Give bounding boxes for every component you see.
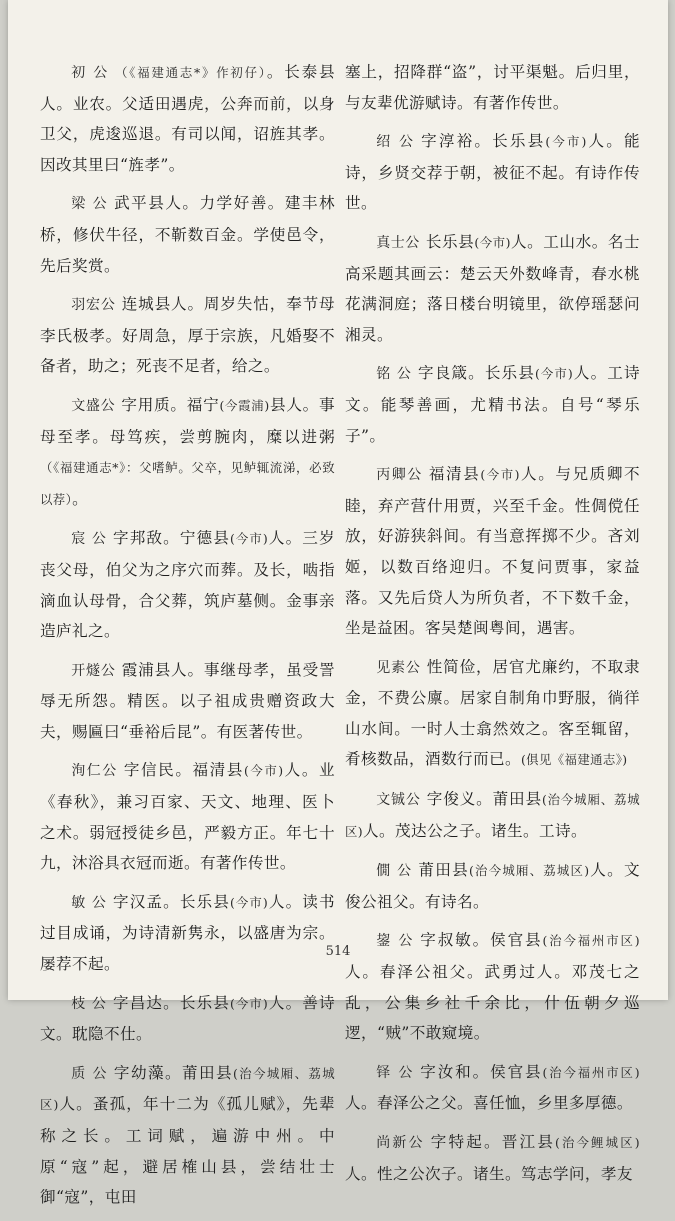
entry-text: 人。与兄质卿不睦，弃产营什用贾，兴至千金。性倜傥任放，好游狭斜间。有当意挥掷不少。吝刘姬，以数百络迎归。不复问贾事，家益落。又先后贷人为所负者，不下数千金，坐是益困。客吴楚闽粤间，遇害。 bbox=[345, 465, 640, 638]
annotation: (今市) bbox=[229, 995, 269, 1011]
annotation: (今市) bbox=[229, 894, 269, 910]
entry-name: 洵仁公 bbox=[71, 763, 118, 780]
annotation: (今市) bbox=[474, 234, 511, 250]
entry-text: 人。茂达公之子。诸生。工诗。 bbox=[363, 821, 587, 840]
entry-name: 梁 公 bbox=[71, 196, 109, 213]
entry-text: 字淳裕。长乐县 bbox=[421, 132, 546, 151]
entry-text: 。 bbox=[72, 489, 89, 508]
entry-name: 见素公 bbox=[376, 659, 421, 676]
biography-entry bbox=[345, 652, 640, 776]
annotation: (今市) bbox=[480, 467, 520, 483]
annotation: (治今鲤城区) bbox=[555, 1135, 641, 1150]
entry-text: 县人。事母至孝。母笃疾，尝剪腕肉，糜以进粥 bbox=[40, 395, 335, 446]
biography-entry bbox=[40, 188, 335, 281]
book-page bbox=[8, 0, 668, 1207]
page-number: 514 bbox=[325, 944, 351, 959]
biography-entry bbox=[40, 887, 335, 980]
entry-text: 人。春泽公祖父。武勇过人。邓茂七之乱，公集乡社千余比，什伍朝夕巡逻，“贼”不敢窥境。 bbox=[345, 963, 640, 1043]
entry-text: 人。春泽公之父。喜任恤，乡里多厚德。 bbox=[345, 1094, 633, 1113]
entry-text: 霞浦县人。事继母孝，虽受詈辱无所怨。精医。以子祖成贵赠资政大夫，赐匾曰“垂裕后昆”。有医著传世。 bbox=[40, 660, 336, 741]
entry-text: 福清县 bbox=[428, 465, 481, 484]
entry-text: 字昌达。长乐县 bbox=[112, 993, 230, 1012]
entry-text: 人。三岁丧父母，伯父为之序穴而葬。及长，啮指滴血认母骨，合父葬，筑庐墓侧。金事亲造庐礼之。 bbox=[40, 529, 335, 641]
biography-entry bbox=[40, 289, 335, 382]
entry-name: 僩 公 bbox=[376, 863, 413, 880]
entry-text: 字汉孟。长乐县 bbox=[112, 892, 230, 911]
entry-name: 敏 公 bbox=[71, 894, 107, 911]
entry-text: 字幼藻。莆田县 bbox=[113, 1063, 234, 1082]
entry-name: 丙卿公 bbox=[376, 467, 423, 484]
entry-text: 字俊义。莆田县 bbox=[426, 790, 542, 809]
annotation: (治今城厢、荔城区) bbox=[345, 792, 640, 839]
annotation: （《福建通志*》作初仔） bbox=[115, 65, 267, 80]
entry-name: 尚新公 bbox=[376, 1135, 425, 1151]
entry-text: 武平县人。力学好善。建丰林桥，修伏牛径，不靳数百金。学使邑令，先后奖赏。 bbox=[40, 194, 336, 275]
entry-text: 字汝和。侯官县 bbox=[420, 1062, 543, 1081]
biography-entry bbox=[345, 784, 640, 847]
biography-entry bbox=[40, 988, 335, 1050]
biography-entry bbox=[40, 390, 335, 515]
entry-text: 长乐县 bbox=[425, 232, 475, 251]
entry-text: 人。工山水。名士高采题其画云：楚云天外数峰青，春水桃花满洞庭；落日楼台明镜里，欲停瑶瑟问湘灵。 bbox=[345, 232, 641, 344]
biography-entry bbox=[40, 755, 335, 878]
biography-entry bbox=[40, 655, 335, 748]
biography-entry bbox=[40, 523, 335, 646]
entry-text: 字叔敏。侯官县 bbox=[420, 931, 543, 950]
annotation: (俱见《福建通志》) bbox=[520, 752, 628, 768]
annotation: (治今城厢、荔城区) bbox=[40, 1065, 335, 1113]
annotation: (今霞浦) bbox=[219, 397, 270, 413]
annotation: (治今福州市区) bbox=[542, 1064, 640, 1080]
entry-text: 莆田县 bbox=[418, 861, 469, 880]
entry-name: 宸 公 bbox=[71, 531, 107, 548]
entry-text: 人。善诗文。耽隐不仕。 bbox=[40, 993, 335, 1044]
biography-entry bbox=[40, 1058, 335, 1213]
entry-name: 绍 公 bbox=[376, 134, 416, 151]
entry-text: 人。文俊公祖父。有诗名。 bbox=[345, 861, 640, 911]
annotation: (治今福州市区) bbox=[542, 933, 640, 949]
entry-text: 字用质。福宁 bbox=[121, 395, 220, 414]
entry-name: 开燧公 bbox=[71, 662, 116, 679]
entry-text: 人。性之公次子。诸生。笃志学问，孝友 bbox=[345, 1164, 633, 1183]
entry-text: 字信民。福清县 bbox=[123, 761, 244, 780]
biography-entry bbox=[40, 57, 335, 180]
entry-text: 人。能诗，乡贤交荐于朝，被征不起。有诗作传世。 bbox=[345, 132, 640, 213]
entry-text: 人。读书过目成诵，为诗清新隽永，以盛唐为宗。屡荐不起。 bbox=[40, 892, 335, 974]
annotation: (治今城厢、荔城区) bbox=[468, 863, 590, 879]
entry-name: 真士公 bbox=[376, 234, 420, 251]
entry-text: 连城县人。周岁失怙，奉节母李氏极孝。好周急，厚于宗族，凡婚娶不备者，助之；死丧不足者，给之。 bbox=[40, 295, 336, 376]
entry-name: 鋆 公 bbox=[376, 933, 415, 950]
entry-name: 铭 公 bbox=[376, 366, 412, 383]
entry-name: 枝 公 bbox=[71, 995, 107, 1012]
entry-name: 质 公 bbox=[71, 1065, 108, 1082]
entry-text: 人。工诗文。能琴善画，尤精书法。自号“琴乐子”。 bbox=[345, 364, 640, 445]
biography-entry bbox=[345, 1127, 640, 1189]
annotation: (今市) bbox=[534, 366, 574, 382]
biography-entry bbox=[345, 227, 640, 350]
annotation: (今市) bbox=[229, 531, 269, 547]
entry-text: 。长泰县人。业农。父适田遇虎，公奔而前，以身卫父，虎逡巡退。有司以闻，诏旌其孝。因改其里曰“旌孝”。 bbox=[40, 63, 335, 174]
biography-entry bbox=[345, 855, 640, 917]
biography-entry bbox=[345, 1057, 640, 1119]
entry-text: 塞上，招降群“盗”，讨平渠魁。后归里，与友辈优游赋诗。有著作传世。 bbox=[345, 63, 640, 112]
annotation: （《福建通志*》：父嗜鲈。父卒，见鲈辄流涕，必致以荐） bbox=[40, 460, 335, 507]
entry-text: 人。业《春秋》，兼习百家、天文、地理、医卜之术。弱冠授徒乡邑，严毅方正。年七十九，沐浴具衣冠而逝。有著作传世。 bbox=[40, 761, 335, 873]
entry-name: 初 公 bbox=[71, 65, 110, 81]
biography-entry bbox=[345, 459, 640, 644]
right-column bbox=[345, 57, 640, 1197]
left-column bbox=[40, 57, 335, 1221]
entry-name: 文铖公 bbox=[376, 792, 421, 809]
entry-text: 性简俭，居官尤廉约，不取隶金，不费公廪。居家自制角巾野服，徜徉山水间。一时人士翕然效之。客至辄留，肴核数品，酒数行而已。 bbox=[345, 657, 641, 769]
entry-name: 羽宏公 bbox=[71, 297, 116, 314]
entry-text: 字邦敌。宁德县 bbox=[112, 529, 230, 548]
entry-name: 铎 公 bbox=[376, 1064, 415, 1081]
entry-text: 字特起。晋江县 bbox=[430, 1133, 555, 1151]
biography-entry bbox=[345, 358, 640, 451]
biography-entry bbox=[345, 126, 640, 219]
entry-text: 人。蚤孤，年十二为《孤儿赋》，先辈称之长。工词赋，遍游中州。中原“寇”起，避居榷山县，尝结壮士御“寇”，屯田 bbox=[40, 1095, 335, 1207]
entry-text: 字良箴。长乐县 bbox=[417, 364, 535, 383]
entry-name: 文盛公 bbox=[71, 397, 116, 414]
annotation: (今市) bbox=[545, 134, 587, 150]
annotation: (今市) bbox=[243, 763, 284, 779]
biography-entry bbox=[345, 57, 640, 118]
